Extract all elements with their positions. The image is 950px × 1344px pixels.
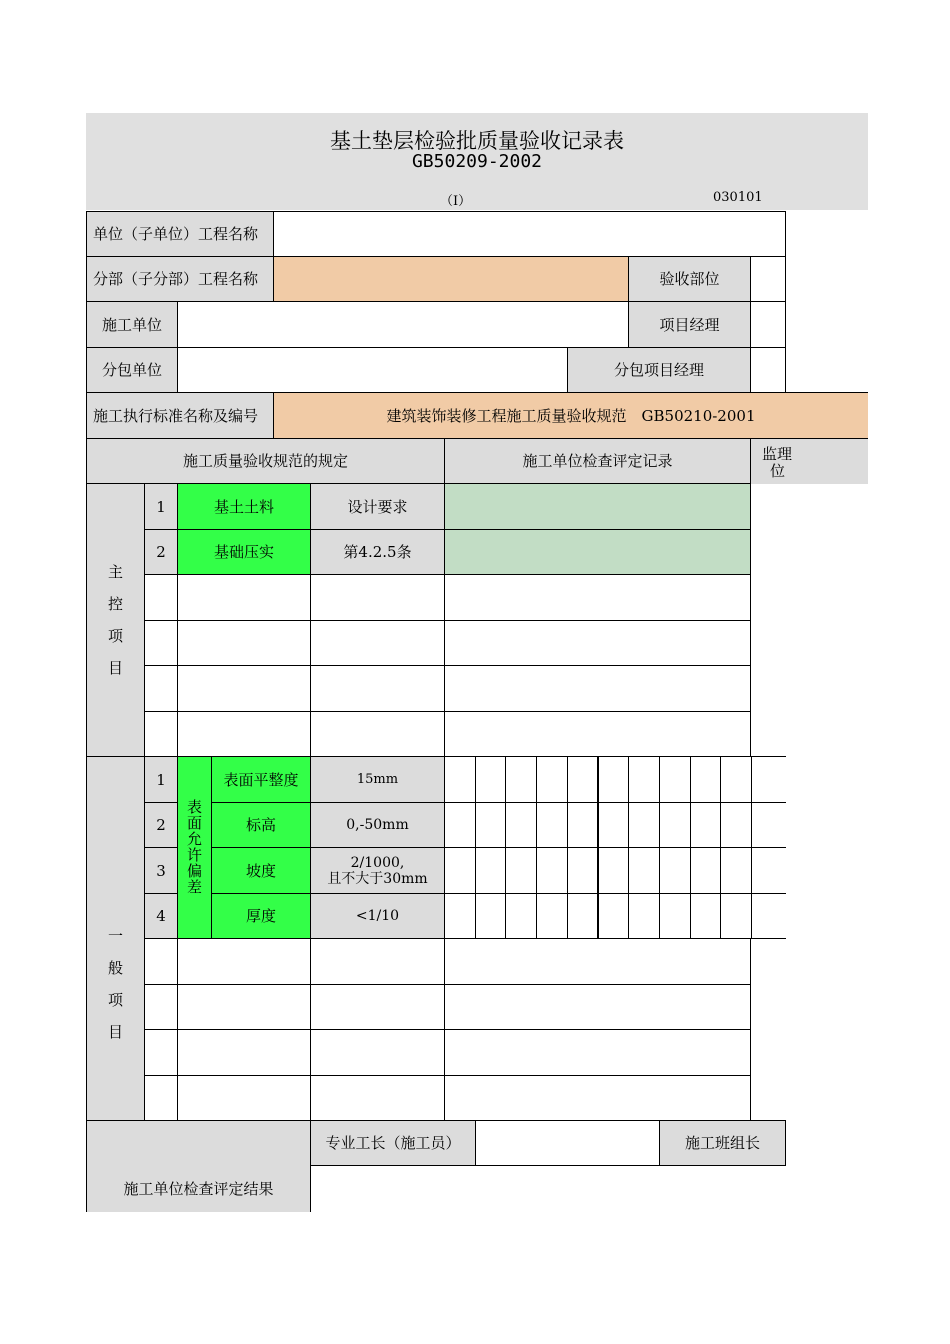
empty-req-cell[interactable] xyxy=(310,665,445,712)
standard-code: GB50209-2002 xyxy=(411,151,543,172)
group-char: 面 xyxy=(186,814,202,832)
empty-name-cell[interactable] xyxy=(177,984,311,1030)
foreman-value[interactable] xyxy=(475,1120,660,1166)
empty-no-cell[interactable] xyxy=(144,1029,178,1076)
general-item-no: 2 xyxy=(144,802,178,848)
general-char: 般 xyxy=(107,958,123,977)
acceptance-part-label: 验收部位 xyxy=(628,256,751,302)
main-item-no: 1 xyxy=(144,483,178,530)
general-item-name: 标高 xyxy=(211,802,311,848)
empty-no-cell[interactable] xyxy=(144,574,178,621)
general-item-name: 厚度 xyxy=(211,893,311,939)
measurement-cell[interactable] xyxy=(659,893,691,939)
empty-req-cell[interactable] xyxy=(310,938,445,985)
empty-req-cell[interactable] xyxy=(310,1075,445,1121)
empty-name-cell[interactable] xyxy=(177,665,311,712)
empty-req-cell[interactable] xyxy=(310,711,445,757)
acceptance-part-value[interactable] xyxy=(750,256,786,302)
measurement-tail-cell[interactable] xyxy=(751,756,786,803)
measurement-cell[interactable] xyxy=(444,893,476,939)
empty-name-cell[interactable] xyxy=(177,620,311,666)
measurement-cell[interactable] xyxy=(475,802,507,848)
form-title: 基土垫层检验批质量验收记录表 xyxy=(330,129,624,153)
measurement-cell[interactable] xyxy=(536,756,568,803)
empty-req-cell[interactable] xyxy=(310,1029,445,1076)
empty-no-cell[interactable] xyxy=(144,620,178,666)
measurement-cell[interactable] xyxy=(444,802,476,848)
measurement-cell[interactable] xyxy=(567,756,599,803)
empty-req-cell[interactable] xyxy=(310,620,445,666)
measurement-cell[interactable] xyxy=(720,756,752,803)
tolerance-line2: 且不大于30mm xyxy=(327,870,428,887)
measurement-tail-cell[interactable] xyxy=(751,847,786,894)
subcontract-manager-label: 分包项目经理 xyxy=(567,347,751,393)
measurement-cell[interactable] xyxy=(659,802,691,848)
tolerance-group-label xyxy=(177,756,212,939)
measurement-cell[interactable] xyxy=(505,802,537,848)
main-item-no: 2 xyxy=(144,529,178,575)
empty-no-cell[interactable] xyxy=(144,938,178,985)
measurement-cell[interactable] xyxy=(720,847,752,894)
supervision-header-line1: 监理 xyxy=(762,445,793,463)
main-control-char: 控 xyxy=(107,595,123,613)
general-item-tolerance xyxy=(310,847,445,894)
empty-record-cell[interactable] xyxy=(444,711,751,757)
exec-standard-value[interactable]: 建筑装饰装修工程施工质量验收规范 GB50210-2001 xyxy=(273,392,868,439)
unit-project-value[interactable] xyxy=(273,211,786,257)
general-item-tolerance: <1/10 xyxy=(310,893,445,939)
measurement-cell[interactable] xyxy=(659,847,691,894)
main-control-label xyxy=(86,483,145,757)
main-item-requirement: 第4.2.5条 xyxy=(310,529,445,575)
measurement-cell[interactable] xyxy=(475,893,507,939)
empty-record-cell[interactable] xyxy=(444,1075,751,1121)
main-control-char: 项 xyxy=(107,627,123,645)
measurement-cell[interactable] xyxy=(628,756,660,803)
main-control-char: 主 xyxy=(107,563,123,581)
measurement-cell[interactable] xyxy=(536,847,568,894)
measurement-cell[interactable] xyxy=(598,893,630,939)
empty-record-cell[interactable] xyxy=(444,938,751,985)
empty-no-cell[interactable] xyxy=(144,1075,178,1121)
measurement-cell[interactable] xyxy=(444,847,476,894)
empty-record-cell[interactable] xyxy=(444,1029,751,1076)
subcontract-unit-label: 分包单位 xyxy=(86,347,178,393)
measurement-cell[interactable] xyxy=(628,893,660,939)
general-item-tolerance: 15mm xyxy=(310,756,445,803)
construction-unit-label: 施工单位 xyxy=(86,301,178,348)
empty-name-cell[interactable] xyxy=(177,574,311,621)
main-control-char: 目 xyxy=(107,659,123,677)
main-item-record[interactable] xyxy=(444,483,751,530)
main-item-name: 基土土料 xyxy=(177,483,311,530)
group-char: 差 xyxy=(186,878,202,896)
empty-record-cell[interactable] xyxy=(444,620,751,666)
group-char: 表 xyxy=(186,798,202,816)
main-item-record[interactable] xyxy=(444,529,751,575)
main-item-requirement: 设计要求 xyxy=(310,483,445,530)
general-item-no: 4 xyxy=(144,893,178,939)
measurement-cell[interactable] xyxy=(628,847,660,894)
measurement-cell[interactable] xyxy=(659,756,691,803)
construction-unit-value[interactable] xyxy=(177,301,629,348)
empty-record-cell[interactable] xyxy=(444,984,751,1030)
measurement-cell[interactable] xyxy=(690,756,722,803)
empty-req-cell[interactable] xyxy=(310,984,445,1030)
measurement-cell[interactable] xyxy=(475,847,507,894)
measurement-cell[interactable] xyxy=(567,802,599,848)
group-char: 许 xyxy=(186,846,202,864)
empty-record-cell[interactable] xyxy=(444,665,751,712)
supervision-header-line2: 位 xyxy=(770,462,786,480)
measurement-cell[interactable] xyxy=(536,802,568,848)
general-item-name: 表面平整度 xyxy=(211,756,311,803)
sub-project-value[interactable] xyxy=(273,256,629,302)
subcontract-manager-value[interactable] xyxy=(750,347,786,393)
sub-project-label: 分部（子分部）工程名称 xyxy=(86,256,274,302)
measurement-cell[interactable] xyxy=(690,802,722,848)
general-item-name: 坡度 xyxy=(211,847,311,894)
measurement-cell[interactable] xyxy=(475,756,507,803)
section-mark: （Ⅰ） xyxy=(440,194,472,209)
general-label xyxy=(86,756,145,1121)
exec-standard-label: 施工执行标准名称及编号 xyxy=(86,392,274,439)
general-item-no: 3 xyxy=(144,847,178,894)
result-label: 施工单位检查评定结果 xyxy=(123,1180,274,1198)
measurement-cell[interactable] xyxy=(720,893,752,939)
general-item-no: 1 xyxy=(144,756,178,803)
group-char: 允 xyxy=(186,830,202,848)
measurement-cell[interactable] xyxy=(720,802,752,848)
subcontract-unit-value[interactable] xyxy=(177,347,568,393)
right-band xyxy=(785,210,868,257)
foreman-label: 专业工长（施工员） xyxy=(310,1120,476,1166)
general-char: 一 xyxy=(107,926,123,945)
empty-no-cell[interactable] xyxy=(144,665,178,712)
empty-name-cell[interactable] xyxy=(177,1029,311,1076)
general-char: 项 xyxy=(107,990,123,1009)
general-item-tolerance: 0,-50mm xyxy=(310,802,445,848)
measurement-cell[interactable] xyxy=(628,802,660,848)
main-item-name: 基础压实 xyxy=(177,529,311,575)
measurement-cell[interactable] xyxy=(505,847,537,894)
measurement-cell[interactable] xyxy=(567,847,599,894)
empty-name-cell[interactable] xyxy=(177,711,311,757)
spec-header: 施工质量验收规范的规定 xyxy=(86,438,445,484)
project-manager-label: 项目经理 xyxy=(628,301,751,348)
measurement-cell[interactable] xyxy=(598,847,630,894)
measurement-cell[interactable] xyxy=(505,756,537,803)
group-char: 偏 xyxy=(186,862,202,880)
measurement-cell[interactable] xyxy=(598,756,630,803)
team-leader-label: 施工班组长 xyxy=(659,1120,786,1166)
measurement-cell[interactable] xyxy=(567,893,599,939)
measurement-cell[interactable] xyxy=(505,893,537,939)
measurement-cell[interactable] xyxy=(536,893,568,939)
unit-project-label: 单位（子单位）工程名称 xyxy=(86,211,274,257)
measurement-cell[interactable] xyxy=(690,893,722,939)
project-manager-value[interactable] xyxy=(750,301,786,348)
measurement-cell[interactable] xyxy=(444,756,476,803)
empty-no-cell[interactable] xyxy=(144,984,178,1030)
general-char: 目 xyxy=(107,1022,123,1041)
measurement-tail-cell[interactable] xyxy=(751,802,786,848)
empty-name-cell[interactable] xyxy=(177,938,311,985)
record-header: 施工单位检查评定记录 xyxy=(444,438,751,484)
form-number: 030101 xyxy=(713,190,763,205)
empty-req-cell[interactable] xyxy=(310,574,445,621)
empty-record-cell[interactable] xyxy=(444,574,751,621)
measurement-cell[interactable] xyxy=(690,847,722,894)
tolerance-line1: 2/1000, xyxy=(350,854,405,871)
measurement-tail-cell[interactable] xyxy=(751,893,786,939)
empty-name-cell[interactable] xyxy=(177,1075,311,1121)
empty-no-cell[interactable] xyxy=(144,711,178,757)
measurement-cell[interactable] xyxy=(598,802,630,848)
